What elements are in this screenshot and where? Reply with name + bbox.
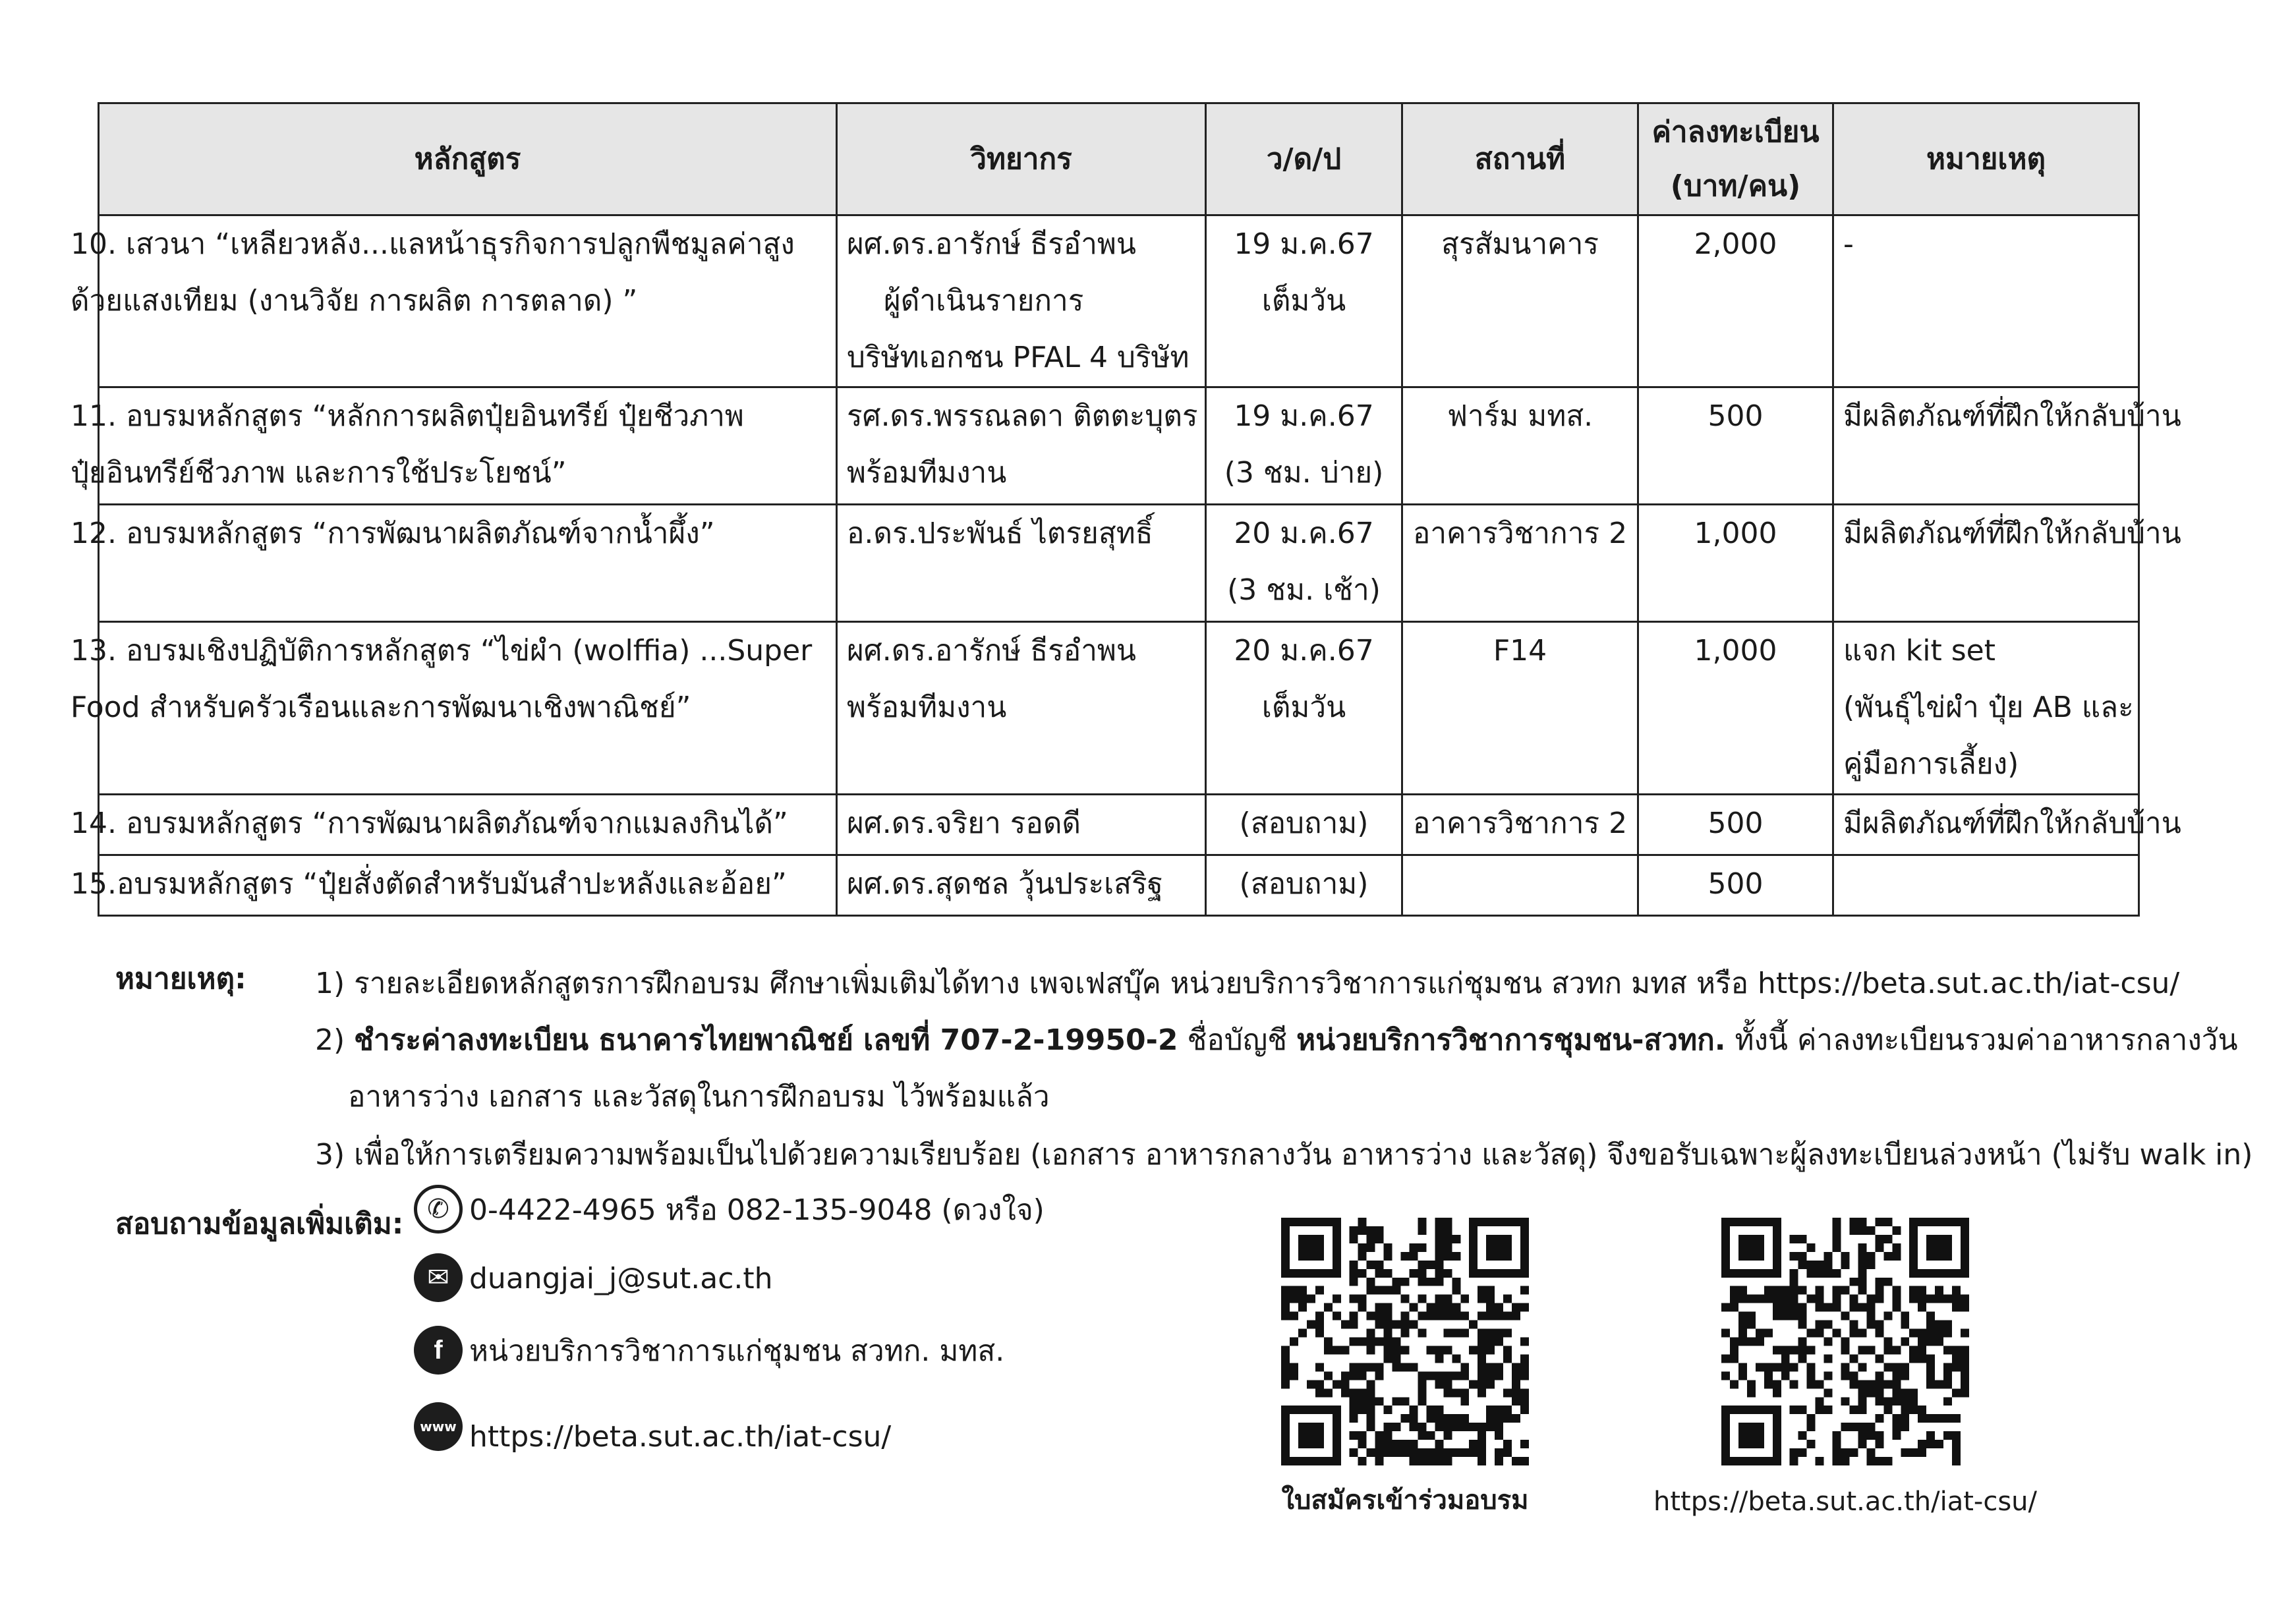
- note-line: คู่มือการเลี้ยง): [1843, 747, 2019, 781]
- remarks-label: หมายเหตุ:: [115, 962, 246, 996]
- cell-date: [1206, 215, 1402, 387]
- remark-1: 1) รายละเอียดหลักสูตรการฝึกอบรม ศึกษาเพิ่มเติมได้ทาง เพจเฟสบุ๊ค หน่วยบริการวิชาการแก่ชุมชน สวทก มทส หรือ https://beta.sut.ac.th/iat-csu/: [315, 967, 2180, 1000]
- remark-2-account-name: หน่วยบริการวิชาการชุมชน-สวทก.: [1296, 1023, 1726, 1057]
- cell-speaker: [837, 387, 1206, 505]
- cell-fee: 1,000: [1638, 505, 1833, 622]
- phone-text: 0-4422-4965 หรือ 082-135-9048 (ดวงใจ): [469, 1193, 1045, 1227]
- qr-right-caption[interactable]: https://beta.sut.ac.th/iat-csu/: [1653, 1487, 2037, 1517]
- cell-date: [1206, 795, 1402, 855]
- date-line: 20 ม.ค.67: [1234, 634, 1374, 667]
- date-line: (3 ชม. บ่าย): [1224, 456, 1384, 490]
- table-row: [99, 795, 2139, 855]
- cell-fee: 500: [1638, 387, 1833, 505]
- cell-note: [1833, 505, 2181, 622]
- note-line: มีผลิตภัณฑ์ที่ฝึกให้กลับบ้าน: [1843, 399, 2181, 433]
- header-fee: [1638, 103, 1833, 215]
- cell-speaker: [837, 215, 1206, 387]
- remark-2: [315, 1012, 2238, 1069]
- course-line: 14. อบรมหลักสูตร “การพัฒนาผลิตภัณฑ์จากแมลงกินได้”: [71, 807, 788, 840]
- course-line: 13. อบรมเชิงปฏิบัติการหลักสูตร “ไข่ผำ (wolffia) ...Super: [71, 634, 813, 667]
- header-note: หมายเหตุ: [1833, 103, 2139, 215]
- cell-venue: F14: [1402, 622, 1638, 795]
- course-line: ปุ๋ยอินทรีย์ชีวภาพ และการใช้ประโยชน์”: [71, 456, 567, 490]
- speaker-line: พร้อมทีมงาน: [847, 691, 1007, 724]
- phone-icon: ✆: [414, 1185, 463, 1234]
- facebook-icon: f: [414, 1326, 463, 1375]
- mail-icon: ✉: [414, 1253, 463, 1302]
- email-text: duangjai_j@sut.ac.th: [469, 1262, 773, 1295]
- date-line: เต็มวัน: [1261, 691, 1346, 724]
- cell-fee: 2,000: [1638, 215, 1833, 387]
- cell-speaker: [837, 795, 1206, 855]
- cell-fee: 500: [1638, 795, 1833, 855]
- cell-venue: ฟาร์ม มทส.: [1402, 387, 1638, 505]
- course-line: Food สำหรับครัวเรือนและการพัฒนาเชิงพาณิชย์”: [71, 691, 691, 724]
- table-row: [99, 855, 2139, 916]
- speaker-line: ผศ.ดร.อารักษ์ ธีรอำพน: [847, 227, 1136, 261]
- date-line: 19 ม.ค.67: [1234, 227, 1374, 261]
- speaker-line: ผู้ดำเนินรายการ: [884, 284, 1084, 318]
- cell-course: [71, 387, 837, 505]
- remark-2-prefix: 2): [315, 1023, 355, 1057]
- cell-venue: อาคารวิชาการ 2: [1402, 505, 1638, 622]
- cell-note: [1833, 215, 2139, 387]
- remark-2-bank: ชำระค่าลงทะเบียน ธนาคารไทยพาณิชย์ เลขที่ 707-2-19950-2: [354, 1023, 1178, 1057]
- cell-note: [1833, 795, 2181, 855]
- cell-venue: [1402, 855, 1638, 916]
- cell-speaker: [837, 505, 1206, 622]
- date-line: (สอบถาม): [1239, 867, 1369, 901]
- header-speaker: วิทยากร: [837, 103, 1206, 215]
- note-line: (พันธุ์ไข่ผำ ปุ๋ย AB และ: [1843, 691, 2134, 724]
- qr-code-registration[interactable]: [1281, 1218, 1529, 1465]
- date-line: 19 ม.ค.67: [1234, 399, 1374, 433]
- table-body: [71, 215, 2181, 916]
- note-line: มีผลิตภัณฑ์ที่ฝึกให้กลับบ้าน: [1843, 517, 2181, 550]
- cell-note: [1833, 622, 2139, 795]
- course-line: 11. อบรมหลักสูตร “หลักการผลิตปุ๋ยอินทรีย์ ปุ๋ยชีวภาพ: [71, 399, 744, 433]
- www-icon: www: [414, 1402, 463, 1451]
- qr-code-website[interactable]: [1721, 1218, 1969, 1465]
- cell-note: [1833, 387, 2181, 505]
- speaker-line: อ.ดร.ประพันธ์ ไตรยสุทธิ์: [847, 517, 1153, 550]
- cell-date: [1206, 505, 1402, 622]
- web-text: https://beta.sut.ac.th/iat-csu/: [469, 1420, 892, 1454]
- cell-fee: 1,000: [1638, 622, 1833, 795]
- date-line: (3 ชม. เช้า): [1227, 573, 1381, 607]
- cell-venue: สุรสัมนาคาร: [1402, 215, 1638, 387]
- cell-date: [1206, 855, 1402, 916]
- header-fee-unit: (บาท/คน): [1670, 169, 1801, 203]
- table-row: [99, 387, 2139, 505]
- cell-note: [1833, 855, 2139, 916]
- course-line: 12. อบรมหลักสูตร “การพัฒนาผลิตภัณฑ์จากน้ำผึ้ง”: [71, 517, 715, 550]
- note-line: แจก kit set: [1843, 634, 1995, 667]
- date-line: 20 ม.ค.67: [1234, 517, 1374, 550]
- header-fee-line: ค่าลงทะเบียน: [1651, 115, 1820, 149]
- date-line: (สอบถาม): [1239, 807, 1369, 840]
- header-course: หลักสูตร: [99, 103, 837, 215]
- cell-date: [1206, 387, 1402, 505]
- cell-course: [71, 795, 837, 855]
- header-venue: สถานที่: [1402, 103, 1638, 215]
- cell-fee: 500: [1638, 855, 1833, 916]
- speaker-line: บริษัทเอกชน PFAL 4 บริษัท: [847, 341, 1190, 374]
- table-row: [99, 215, 2139, 387]
- table-header-row: [99, 103, 2139, 215]
- course-line: 10. เสวนา “เหลียวหลัง...แลหน้าธุรกิจการปลูกพืชมูลค่าสูง: [71, 227, 795, 261]
- cell-speaker: [837, 622, 1206, 795]
- qr-left-caption: ใบสมัครเข้าร่วมอบรม: [1281, 1485, 1529, 1516]
- speaker-line: พร้อมทีมงาน: [847, 456, 1007, 490]
- cell-date: [1206, 622, 1402, 795]
- date-line: เต็มวัน: [1261, 284, 1346, 318]
- cell-course: [71, 505, 837, 622]
- speaker-line: ผศ.ดร.อารักษ์ ธีรอำพน: [847, 634, 1136, 667]
- table-row: [99, 622, 2139, 795]
- remark-2-line-2: อาหารว่าง เอกสาร และวัสดุในการฝึกอบรม ไว้พร้อมแล้ว: [348, 1080, 1050, 1114]
- cell-course: [71, 855, 837, 916]
- contact-label: สอบถามข้อมูลเพิ่มเติม:: [115, 1207, 404, 1241]
- cell-speaker: [837, 855, 1206, 916]
- cell-venue: อาคารวิชาการ 2: [1402, 795, 1638, 855]
- remark-2-account-label: ชื่อบัญชี: [1178, 1023, 1297, 1057]
- speaker-line: ผศ.ดร.จริยา รอดดี: [847, 807, 1081, 840]
- header-date: ว/ด/ป: [1206, 103, 1402, 215]
- note-line: -: [1843, 227, 1854, 261]
- course-line: ด้วยแสงเทียม (งานวิจัย การผลิต การตลาด) ”: [71, 284, 638, 318]
- cell-course: [71, 622, 837, 795]
- remark-3: 3) เพื่อให้การเตรียมความพร้อมเป็นไปด้วยความเรียบร้อย (เอกสาร อาหารกลางวัน อาหารว่าง และวัสดุ) จึงขอรับเฉพาะผู้ลงทะเบียนล่วงหน้า (ไม่รับ walk in): [315, 1138, 2253, 1172]
- remark-2-suffix: ทั้งนี้ ค่าลงทะเบียนรวมค่าอาหารกลางวัน: [1725, 1023, 2238, 1057]
- facebook-text: หน่วยบริการวิชาการแก่ชุมชน สวทก. มทส.: [469, 1334, 1005, 1368]
- note-line: มีผลิตภัณฑ์ที่ฝึกให้กลับบ้าน: [1843, 807, 2181, 840]
- speaker-line: รศ.ดร.พรรณลดา ติตตะบุตร: [847, 399, 1198, 433]
- course-line: 15.อบรมหลักสูตร “ปุ๋ยสั่งตัดสำหรับมันสำปะหลังและอ้อย”: [71, 867, 787, 901]
- table-row: [99, 505, 2139, 622]
- cell-course: [71, 215, 837, 387]
- course-table: [71, 102, 2181, 917]
- speaker-line: ผศ.ดร.สุดชล วุ้นประเสริฐ: [847, 867, 1163, 901]
